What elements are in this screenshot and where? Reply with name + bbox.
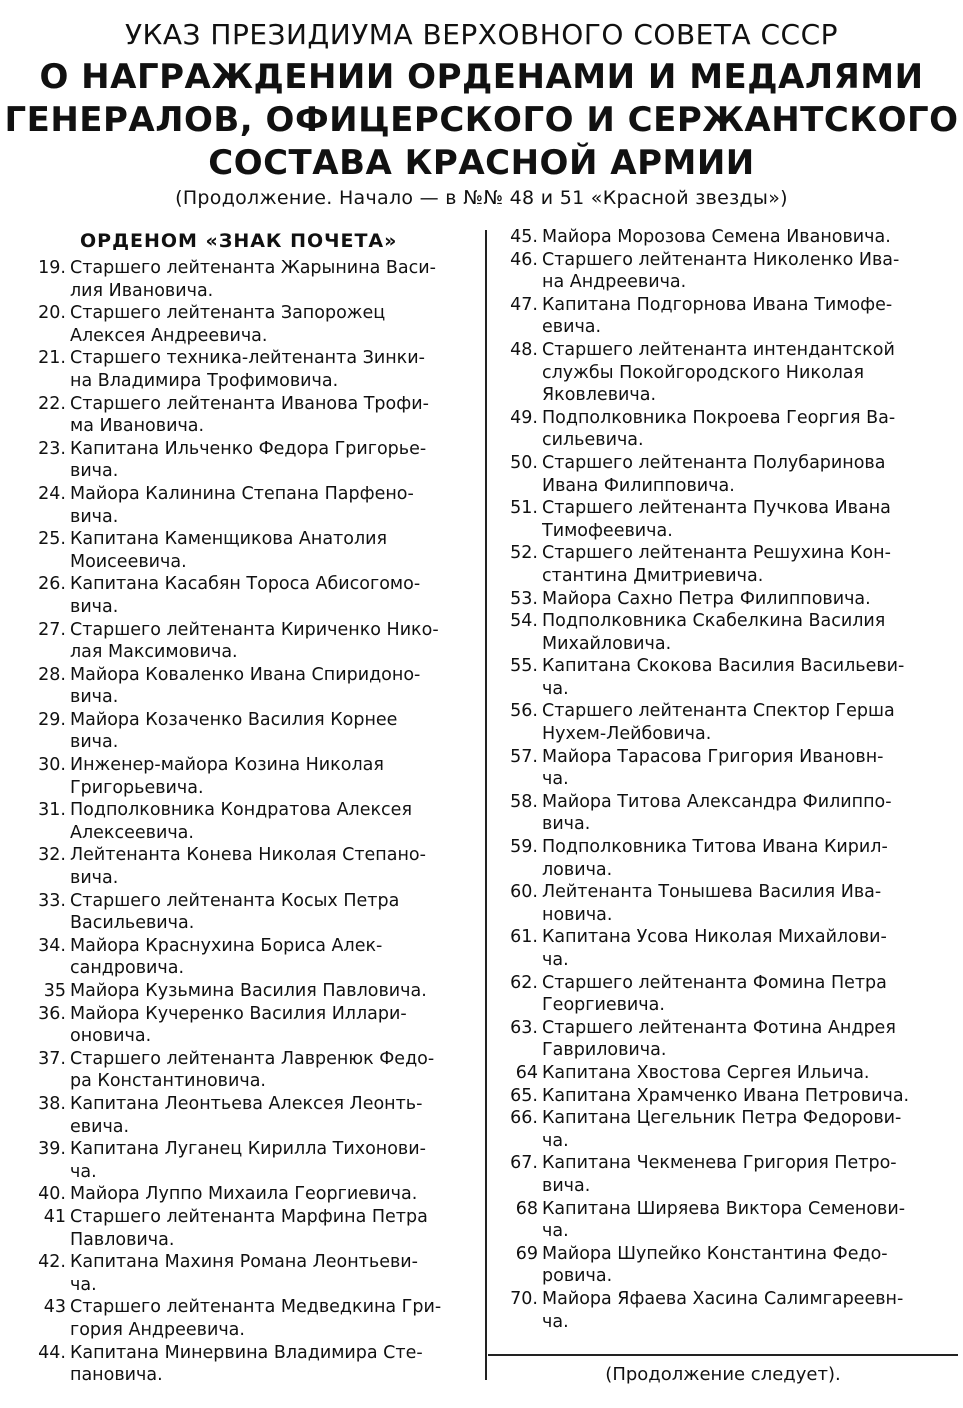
entry-line: вича.	[70, 868, 119, 889]
entry-text	[70, 619, 480, 664]
entry-number: 49.	[510, 407, 538, 428]
entry-line: Капитана Луганец Кирилла Тихонови-	[70, 1139, 426, 1160]
entry-line: Нухем-Лейбовича.	[542, 724, 712, 745]
entry-text	[70, 1048, 480, 1093]
entry-line: ловича.	[542, 859, 613, 880]
entry-line: вича.	[70, 461, 119, 482]
entry-text	[542, 1017, 952, 1062]
entry-line: Капитана Цегельник Петра Федорови-	[542, 1108, 902, 1129]
entry-text	[70, 438, 480, 483]
entry-line: Майора Калинина Степана Парфено-	[70, 483, 414, 504]
entry-line: на Андреевича.	[542, 272, 687, 293]
entry-number: 46.	[510, 249, 538, 270]
entry-text	[70, 347, 480, 392]
entry-line: ча.	[70, 1161, 97, 1182]
entry-text	[542, 294, 952, 339]
entry-text	[542, 1085, 952, 1108]
entry-number: 27.	[38, 619, 66, 640]
list-item	[500, 249, 952, 294]
list-item	[500, 1017, 952, 1062]
entry-line: Майора Кучеренко Василия Иллари-	[70, 1003, 407, 1024]
entry-number: 64	[515, 1062, 538, 1083]
entry-text	[70, 754, 480, 799]
entry-line: Подполковника Скабелкина Василия	[542, 611, 886, 632]
entry-line: Алексеевича.	[70, 822, 194, 843]
list-item	[500, 972, 952, 1017]
entry-line: Подполковника Кондратова Алексея	[70, 800, 412, 821]
entry-line: Старшего лейтенанта Спектор Герша	[542, 701, 895, 722]
entry-number: 56.	[510, 701, 538, 722]
list-item	[500, 1152, 952, 1197]
list-item	[28, 1251, 480, 1296]
entry-text	[70, 890, 480, 935]
entry-text	[542, 836, 952, 881]
entry-line: Капитана Касабян Тороса Абисогомо-	[70, 574, 421, 595]
entry-text	[70, 257, 480, 302]
entry-line: стантина Дмитриевича.	[542, 565, 764, 586]
entry-number: 59.	[510, 837, 538, 858]
entry-number: 33.	[38, 890, 66, 911]
entry-line: гория Андреевича.	[70, 1319, 245, 1340]
list-item	[28, 1206, 480, 1251]
list-item	[500, 791, 952, 836]
entry-number: 58.	[510, 791, 538, 812]
entry-number: 23.	[38, 438, 66, 459]
entry-line: Майора Яфаева Хасина Салимгареевн-	[542, 1288, 904, 1309]
entry-text	[542, 610, 952, 655]
list-item	[500, 1198, 952, 1243]
entry-number: 50.	[510, 452, 538, 473]
entry-line: Капитана Чекменева Григория Петро-	[542, 1153, 897, 1174]
entry-line: Старшего лейтенанта Фомина Петра	[542, 972, 887, 993]
list-item	[28, 1003, 480, 1048]
entry-line: Майора Коваленко Ивана Спиридоно-	[70, 664, 421, 685]
entry-text	[542, 926, 952, 971]
entry-text	[70, 935, 480, 980]
entry-text	[542, 1243, 952, 1288]
entry-number: 65.	[510, 1085, 538, 1106]
entry-number: 62.	[510, 972, 538, 993]
entry-number: 44.	[38, 1342, 66, 1363]
list-item	[28, 1093, 480, 1138]
entry-number: 66.	[510, 1108, 538, 1129]
list-item	[28, 1183, 480, 1206]
entry-number: 47.	[510, 294, 538, 315]
entry-number: 45.	[510, 227, 538, 247]
entry-line: вича.	[70, 506, 119, 527]
list-item	[500, 294, 952, 339]
list-item	[28, 438, 480, 483]
entry-line: Старшего лейтенанта Фотина Андрея	[542, 1017, 896, 1038]
entry-number: 34.	[38, 935, 66, 956]
entry-text	[70, 844, 480, 889]
entry-line: Инженер-майора Козина Николая	[70, 755, 384, 776]
entry-line: Капитана Хвостова Сергея Ильича.	[542, 1062, 870, 1083]
entry-line: Майора Шупейко Константина Федо-	[542, 1243, 888, 1264]
entry-line: Лейтенанта Конева Николая Степано-	[70, 845, 426, 866]
entry-text	[542, 1198, 952, 1243]
list-item	[28, 664, 480, 709]
entry-line: ча.	[542, 769, 569, 790]
list-item	[500, 407, 952, 452]
entry-number: 43	[43, 1297, 66, 1318]
entry-text	[542, 226, 952, 249]
entry-text	[542, 972, 952, 1017]
entry-line: Капитана Подгорнова Ивана Тимофе-	[542, 294, 893, 315]
entry-text	[542, 542, 952, 587]
entry-line: оновича.	[70, 1026, 152, 1047]
list-item	[28, 980, 480, 1003]
entry-number: 31.	[38, 800, 66, 821]
entry-line: Старшего лейтенанта Косых Петра	[70, 890, 400, 911]
entry-text	[70, 1183, 480, 1206]
list-item	[28, 935, 480, 980]
entry-line: лая Максимовича.	[70, 642, 238, 663]
section-title: ОРДЕНОМ «ЗНАК ПОЧЕТА»	[80, 230, 398, 252]
entry-line: Капитана Ширяева Виктора Семенови-	[542, 1198, 906, 1219]
title-line-2: ГЕНЕРАЛОВ, ОФИЦЕРСКОГО И СЕРЖАНТСКОГО	[4, 100, 959, 140]
entry-text	[70, 1251, 480, 1296]
entry-line: на Владимира Трофимовича.	[70, 370, 339, 391]
entry-text	[70, 483, 480, 528]
entry-line: Капитана Скокова Василия Васильеви-	[542, 656, 905, 677]
entry-line: Капитана Леонтьева Алексея Леонть-	[70, 1093, 423, 1114]
entry-number: 25.	[38, 529, 66, 550]
list-item	[28, 1138, 480, 1183]
entry-number: 48.	[510, 339, 538, 360]
left-column	[28, 226, 480, 1387]
entry-number: 21.	[38, 348, 66, 369]
entry-number: 52.	[510, 543, 538, 564]
entry-number: 39.	[38, 1139, 66, 1160]
entry-text	[542, 1152, 952, 1197]
entry-text	[70, 1206, 480, 1251]
footer-rule	[488, 1354, 958, 1356]
entry-number: 38.	[38, 1093, 66, 1114]
entry-text	[70, 1342, 480, 1387]
entry-line: Капитана Усова Николая Михайлови-	[542, 927, 887, 948]
list-item	[28, 844, 480, 889]
entry-text	[542, 452, 952, 497]
list-item	[28, 302, 480, 347]
entry-number: 42.	[38, 1252, 66, 1273]
entry-line: ча.	[542, 678, 569, 699]
entry-number: 35	[43, 981, 66, 1001]
list-item	[28, 347, 480, 392]
entry-line: ча.	[542, 1221, 569, 1242]
list-item	[28, 619, 480, 664]
entry-line: вича.	[70, 596, 119, 617]
entry-text	[542, 1062, 952, 1085]
award-list-right	[500, 226, 952, 1333]
entry-line: сандровича.	[70, 958, 185, 979]
entry-line: Капитана Ильченко Федора Григорье-	[70, 438, 427, 459]
entry-line: Подполковника Титова Ивана Кирил-	[542, 837, 888, 858]
entry-number: 22.	[38, 393, 66, 414]
entry-line: Павловича.	[70, 1229, 175, 1250]
entry-line: Моисеевича.	[70, 551, 187, 572]
entry-line: Майора Тарасова Григория Ивановн-	[542, 746, 884, 767]
entry-number: 26.	[38, 574, 66, 595]
entry-number: 63.	[510, 1017, 538, 1038]
list-item	[500, 339, 952, 407]
entry-line: Яковлевича.	[542, 385, 657, 406]
entry-number: 28.	[38, 664, 66, 685]
title-line-1: О НАГРАЖДЕНИИ ОРДЕНАМИ И МЕДАЛЯМИ	[39, 57, 924, 97]
entry-line: Капитана Каменщикова Анатолия	[70, 529, 388, 550]
entry-line: вича.	[70, 732, 119, 753]
entry-line: ча.	[70, 1274, 97, 1295]
entry-text	[542, 407, 952, 452]
entry-text	[70, 664, 480, 709]
entry-line: Старшего лейтенанта Кириченко Нико-	[70, 619, 439, 640]
entry-line: Майора Сахно Петра Филипповича.	[542, 588, 871, 609]
entry-text	[70, 302, 480, 347]
entry-number: 19.	[38, 258, 66, 278]
list-item	[500, 610, 952, 655]
entry-line: Майора Луппо Михаила Георгиевича.	[70, 1184, 418, 1205]
entry-number: 51.	[510, 498, 538, 519]
list-item	[500, 497, 952, 542]
entry-text	[542, 791, 952, 836]
entry-text	[70, 1093, 480, 1138]
list-item	[500, 881, 952, 926]
list-item	[28, 573, 480, 618]
entry-number: 57.	[510, 746, 538, 767]
entry-number: 67.	[510, 1153, 538, 1174]
entry-line: Старшего лейтенанта Жарынина Васи-	[70, 258, 436, 278]
entry-number: 32.	[38, 845, 66, 866]
entry-number: 20.	[38, 303, 66, 324]
entry-text	[542, 497, 952, 542]
entry-number: 69	[515, 1243, 538, 1264]
list-item	[28, 1296, 480, 1341]
list-item	[28, 754, 480, 799]
entry-text	[70, 528, 480, 573]
entry-line: Георгиевича.	[542, 995, 665, 1016]
entry-line: Майора Морозова Семена Ивановича.	[542, 227, 891, 247]
list-item	[500, 1062, 952, 1085]
entry-number: 36.	[38, 1003, 66, 1024]
entry-line: вича.	[70, 687, 119, 708]
list-item	[500, 836, 952, 881]
entry-line: Капитана Минервина Владимира Сте-	[70, 1342, 423, 1363]
entry-line: Майора Титова Александра Филиппо-	[542, 791, 892, 812]
continuation-note: (Продолжение. Начало — в №№ 48 и 51 «Красной звезды»)	[175, 187, 788, 209]
entry-number: 24.	[38, 483, 66, 504]
entry-text	[542, 746, 952, 791]
entry-line: Лейтенанта Тонышева Василия Ива-	[542, 882, 882, 903]
column-divider	[485, 230, 487, 1380]
entry-text	[542, 700, 952, 745]
entry-line: Михайловича.	[542, 633, 672, 654]
entry-text	[542, 655, 952, 700]
list-item	[500, 452, 952, 497]
entry-line: Старшего лейтенанта Марфина Петра	[70, 1206, 428, 1227]
entry-number: 70.	[510, 1288, 538, 1309]
entry-text	[70, 393, 480, 438]
entry-text	[70, 980, 480, 1003]
list-item	[500, 226, 952, 249]
entry-line: Тимофеевича.	[542, 520, 673, 541]
entry-line: Старшего лейтенанта Пучкова Ивана	[542, 498, 891, 519]
entry-line: ча.	[542, 1130, 569, 1151]
entry-line: Старшего лейтенанта Полубаринова	[542, 452, 886, 473]
entry-line: Старшего лейтенанта Николенко Ива-	[542, 249, 900, 270]
entry-text	[70, 1138, 480, 1183]
entry-line: Васильевича.	[70, 913, 195, 934]
list-item	[28, 257, 480, 302]
title-line-3: СОСТАВА КРАСНОЙ АРМИИ	[208, 143, 755, 183]
continuation-footer: (Продолжение следует).	[605, 1364, 841, 1385]
entry-line: Старшего техника-лейтенанта Зинки-	[70, 348, 425, 369]
list-item	[500, 588, 952, 611]
list-item	[500, 1107, 952, 1152]
entry-line: службы Покойгородского Николая	[542, 362, 865, 383]
entry-number: 60.	[510, 882, 538, 903]
entry-line: евича.	[542, 317, 602, 338]
entry-number: 29.	[38, 709, 66, 730]
entry-text	[70, 1296, 480, 1341]
entry-line: вича.	[542, 1175, 591, 1196]
entry-line: Алексея Андреевича.	[70, 325, 268, 346]
entry-number: 41	[43, 1206, 66, 1227]
entry-number: 30.	[38, 755, 66, 776]
entry-line: Старшего лейтенанта Медведкина Гри-	[70, 1297, 442, 1318]
entry-text	[70, 709, 480, 754]
entry-text	[70, 573, 480, 618]
right-column	[500, 226, 952, 1333]
entry-text	[542, 588, 952, 611]
entry-text	[542, 1288, 952, 1333]
entry-line: Старшего лейтенанта Решухина Кон-	[542, 543, 891, 564]
entry-line: Ивана Филипповича.	[542, 475, 735, 496]
entry-number: 40.	[38, 1184, 66, 1205]
entry-text	[542, 339, 952, 407]
entry-line: евича.	[70, 1116, 130, 1137]
entry-line: новича.	[542, 904, 613, 925]
list-item	[28, 1342, 480, 1387]
entry-line: Подполковника Покроева Георгия Ва-	[542, 407, 896, 428]
entry-line: Григорьевича.	[70, 777, 204, 798]
entry-line: Гавриловича.	[542, 1040, 667, 1061]
entry-line: ча.	[542, 950, 569, 970]
entry-line: лия Ивановича.	[70, 280, 214, 301]
entry-line: ра Константиновича.	[70, 1071, 266, 1092]
list-item	[500, 1085, 952, 1108]
entry-line: ча.	[542, 1311, 569, 1332]
entry-number: 54.	[510, 611, 538, 632]
list-item	[28, 528, 480, 573]
entry-number: 55.	[510, 656, 538, 677]
list-item	[28, 483, 480, 528]
entry-text	[542, 249, 952, 294]
entry-line: Старшего лейтенанта интендантской	[542, 339, 895, 360]
list-item	[500, 746, 952, 791]
entry-line: Капитана Храмченко Ивана Петровича.	[542, 1085, 910, 1106]
entry-text	[542, 881, 952, 926]
entry-text	[70, 1003, 480, 1048]
list-item	[28, 799, 480, 844]
entry-number: 61.	[510, 927, 538, 948]
award-list-left	[28, 257, 480, 1387]
list-item	[500, 1243, 952, 1288]
entry-line: сильевича.	[542, 430, 644, 451]
list-item	[28, 1048, 480, 1093]
entry-line: Капитана Махиня Романа Леонтьеви-	[70, 1252, 418, 1273]
list-item	[28, 890, 480, 935]
list-item	[500, 926, 952, 971]
decree-heading: УКАЗ ПРЕЗИДИУМА ВЕРХОВНОГО СОВЕТА СССР	[124, 18, 839, 51]
entry-line: Майора Козаченко Василия Корнее	[70, 709, 398, 730]
entry-number: 37.	[38, 1048, 66, 1069]
entry-line: Старшего лейтенанта Запорожец	[70, 303, 386, 324]
entry-line: вича.	[542, 814, 591, 835]
list-item	[500, 542, 952, 587]
entry-text	[70, 799, 480, 844]
list-item	[500, 655, 952, 700]
entry-line: Майора Кузьмина Василия Павловича.	[70, 981, 427, 1001]
entry-line: ровича.	[542, 1266, 613, 1287]
list-item	[500, 1288, 952, 1333]
list-item	[28, 709, 480, 754]
entry-line: Старшего лейтенанта Лавренюк Федо-	[70, 1048, 435, 1069]
entry-text	[542, 1107, 952, 1152]
list-item	[500, 700, 952, 745]
entry-line: Майора Краснухина Бориса Алек-	[70, 935, 383, 956]
entry-number: 53.	[510, 588, 538, 609]
list-item	[28, 393, 480, 438]
entry-line: Старшего лейтенанта Иванова Трофи-	[70, 393, 429, 414]
entry-line: ма Ивановича.	[70, 416, 205, 437]
entry-line: пановича.	[70, 1365, 163, 1386]
entry-number: 68	[515, 1198, 538, 1219]
